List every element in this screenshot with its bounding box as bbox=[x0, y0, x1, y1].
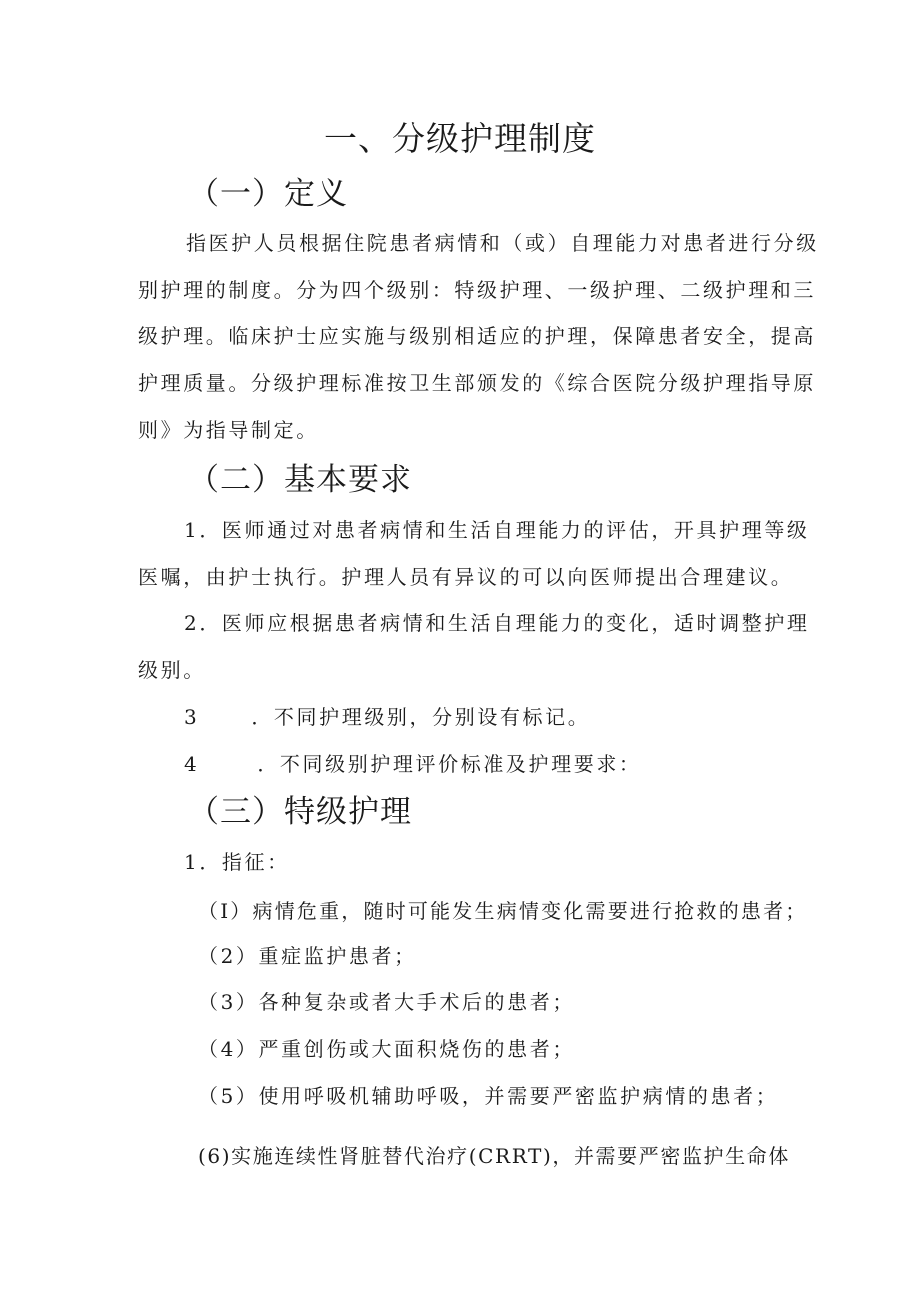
indication-item: （4）严重创伤或大面积烧伤的患者； bbox=[198, 1037, 575, 1061]
indication-item: （I）病情危重，随时可能发生病情变化需要进行抢救的患者； bbox=[198, 899, 808, 923]
paragraph-line: 别护理的制度。分为四个级别：特级护理、一级护理、二级护理和三 bbox=[138, 278, 816, 302]
item-text: ．不同护理级别，分别设有标记。 bbox=[251, 705, 591, 729]
indication-item: （2）重症监护患者； bbox=[198, 944, 417, 968]
item-number: 3 bbox=[184, 705, 200, 729]
requirement-item-3 bbox=[184, 703, 590, 731]
requirement-item-1-line: 医嘱，由护士执行。护理人员有异议的可以向医师提出合理建议。 bbox=[138, 565, 794, 589]
item-text: ．不同级别护理评价标准及护理要求： bbox=[257, 752, 642, 776]
paragraph-line: 则》为指导制定。 bbox=[138, 418, 319, 442]
requirement-item-2-line: 级别。 bbox=[138, 658, 206, 682]
indication-item: （3）各种复杂或者大手术后的患者； bbox=[198, 990, 575, 1014]
section-heading-definition: （一）定义 bbox=[188, 176, 348, 212]
document-title: 一、分级护理制度 bbox=[324, 119, 596, 158]
section-heading-special-care: （三）特级护理 bbox=[188, 794, 412, 830]
requirement-item-4 bbox=[184, 750, 642, 778]
paragraph-line: 护理质量。分级护理标准按卫生部颁发的《综合医院分级护理指导原 bbox=[138, 371, 816, 395]
section-heading-basic-requirements: （二）基本要求 bbox=[188, 462, 412, 498]
indication-item: （5）使用呼吸机辅助呼吸，并需要严密监护病情的患者； bbox=[198, 1084, 779, 1108]
item-number: 4 bbox=[184, 752, 200, 776]
paragraph-line: 级护理。临床护士应实施与级别相适应的护理，保障患者安全，提高 bbox=[138, 324, 816, 348]
paragraph-line: 指医护人员根据住院患者病情和（或）自理能力对患者进行分级 bbox=[186, 231, 819, 255]
indication-item: (6)实施连续性肾脏替代治疗(CRRT)，并需要严密监护生命体 bbox=[198, 1144, 790, 1168]
indications-label: 1．指征： bbox=[184, 850, 290, 874]
requirement-item-2-line: 2．医师应根据患者病情和生活自理能力的变化，适时调整护理 bbox=[184, 611, 810, 635]
requirement-item-1-line: 1．医师通过对患者病情和生活自理能力的评估，开具护理等级 bbox=[184, 518, 810, 542]
